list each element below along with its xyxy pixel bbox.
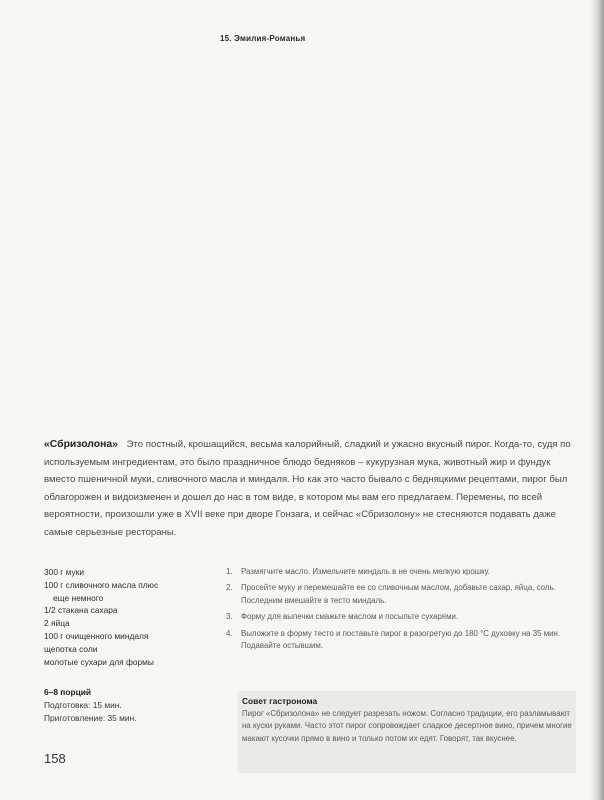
servings-info xyxy=(44,686,214,725)
recipe-title: «Сбризолона» xyxy=(44,439,118,450)
step-text: Размягчите масло. Измельчите миндаль в не очень мелкую крошку. xyxy=(241,567,490,576)
recipe-intro-text: Это постный, крошащийся, весьма калорийный, сладкий и ужасно вкусный пирог. Когда-то, судя по используемым ингредиентам, это было праздничное блюдо бедняков – кукурузная мука, животный жир и фундук вместо пшеничной муки, сливочного масла и миндаля. Но как это часто бывало с бедняцкими рецептами, пирог был облагорожен и видоизменен и дошел до нас в том виде, в котором мы вам его предлагаем. Перемены, по всей вероятности, произошли уже в XVII веке при дворе Гонзага, и сейчас «Сбризолону» не стесняются подавать даже самые серьезные рестораны. xyxy=(44,439,571,538)
ingredient-item: молотые сухари для формы xyxy=(44,656,154,667)
section-header: 15. Эмилия-Романья xyxy=(220,34,306,43)
step-text: Просейте муку и перемешайте ее со сливочным маслом, добавьте сахар, яйца, соль. Последним вмешайте в тесто миндаль. xyxy=(241,583,556,605)
step-text: Форму для выпечки смажьте маслом и посыпьте сухарями. xyxy=(241,612,459,622)
step-item xyxy=(226,566,576,578)
steps-list xyxy=(226,566,576,656)
ingredient-item: 2 яйца xyxy=(44,618,70,629)
ingredient-item: 100 г очищенного миндаля xyxy=(44,630,149,641)
ingredient-item: 1/2 стакана сахара xyxy=(44,605,118,616)
servings-title: 6–8 порций xyxy=(44,687,92,697)
step-number: 1. xyxy=(226,567,233,576)
ingredient-item: 100 г сливочного масла плюс xyxy=(44,579,159,590)
gastronome-tip-box xyxy=(238,691,576,773)
step-number: 4. xyxy=(226,628,233,638)
step-item xyxy=(226,582,576,607)
ingredient-item: еще немного xyxy=(53,592,104,603)
step-item xyxy=(226,628,576,653)
step-item xyxy=(226,611,576,623)
ingredients-list xyxy=(44,566,214,668)
page-edge xyxy=(590,0,604,800)
ingredient-item: щепотка соли xyxy=(44,643,98,654)
step-text: Выложите в форму тесто и поставьте пирог в разогретую до 180 °С духовку на 35 мин. Подавайте остывшим. xyxy=(241,628,561,651)
step-number: 3. xyxy=(226,612,233,622)
tip-title: Совет гастронома xyxy=(242,696,318,706)
tip-text: Пирог «Сбризолона» не следует разрезать ножом. Согласно традиции, его разламывают на куски руками. Часто этот пирог сопровождает сладкое десертное вино, причем многие макают кусочки прямо в вино и только потом их едят. Говорят, так вкуснее. xyxy=(242,709,572,743)
ingredient-item: 300 г муки xyxy=(44,567,85,577)
page-number: 158 xyxy=(44,751,66,766)
recipe-intro xyxy=(44,436,574,541)
prep-time: Подготовка: 15 мин. xyxy=(44,700,122,710)
step-number: 2. xyxy=(226,583,233,593)
cook-time: Приготовление: 35 мин. xyxy=(44,713,137,723)
